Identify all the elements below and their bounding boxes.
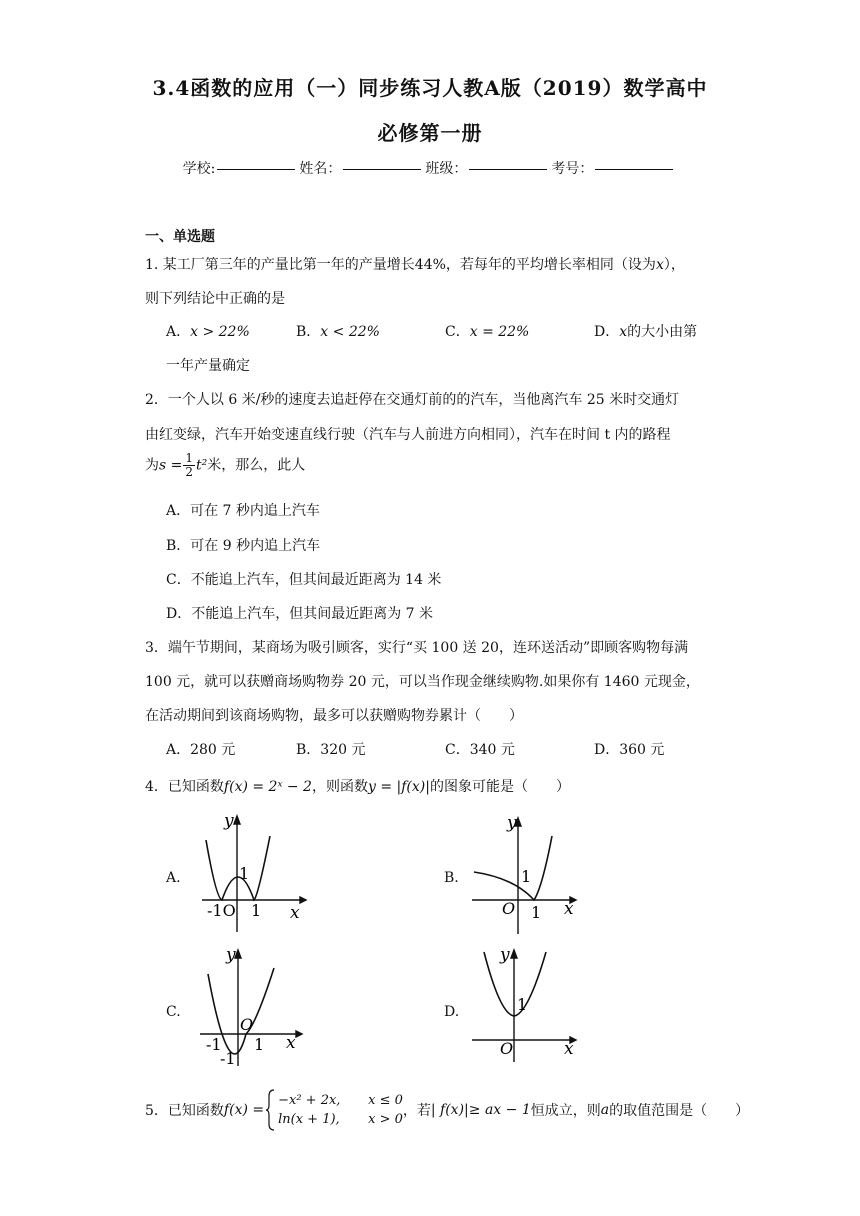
q1-option-d[interactable]: D．x的大小由第 [594, 324, 698, 340]
q2-option-a[interactable]: A．可在 7 秒内追上汽车 [166, 503, 320, 519]
q3-option-c[interactable]: C．340 元 [445, 742, 515, 758]
piecewise-cases: −x² + 2x, x ≤ 0 ln(x + 1), x > 0 [278, 1093, 403, 1127]
graph-a-origin: -1O [207, 901, 236, 920]
q4-stem: 4．已知函数f(x) = 2ˣ − 2，则函数y = |f(x)|的图象可能是（ ） [145, 779, 570, 795]
graph-c-tick-neg1-x: -1 [206, 1035, 222, 1054]
graph-b-x-label: x [564, 899, 574, 919]
q4-option-c-label[interactable]: C. [166, 1004, 181, 1020]
graph-d-origin: O [500, 1039, 514, 1058]
title-line-1: 3.4函数的应用（一）同步练习人教A版（2019）数学高中 [152, 76, 708, 100]
graph-a-tick-1-x: 1 [251, 901, 262, 920]
graph-c-tick-neg1-y: -1 [220, 1049, 236, 1068]
name-blank[interactable] [343, 169, 421, 170]
graph-c[interactable] [196, 944, 316, 1069]
q2-line-1: 2．一个人以 6 米/秒的速度去追赶停在交通灯前的的汽车，当他离汽车 25 米时交通灯 [145, 392, 680, 408]
q2-line-2: 由红变绿，汽车开始变速直线行驶（汽车与人前进方向相同），汽车在时间 t 内的路程 [145, 427, 671, 443]
graph-d[interactable] [470, 944, 590, 1069]
class-label: 班级： [425, 161, 468, 177]
section-heading: 一、单选题 [145, 229, 215, 245]
exam-no-blank[interactable] [595, 169, 673, 170]
school-blank[interactable] [217, 169, 295, 170]
graph-b-tick-1-x: 1 [531, 903, 542, 922]
graph-a-x-label: x [290, 903, 300, 923]
graph-d-y-label: y [500, 945, 510, 965]
q3-line-1: 3．端午节期间，某商场为吸引顾客，实行“买 100 送 20，连环送活动”即顾客购物每满 [145, 640, 689, 656]
graph-c-origin: O [240, 1015, 254, 1034]
graph-a-y-label: y [224, 811, 234, 831]
q3-option-a[interactable]: A．280 元 [166, 742, 236, 758]
q2-option-c[interactable]: C．不能追上汽车，但其间最近距离为 14 米 [166, 572, 442, 588]
exam-no-label: 考号： [551, 161, 594, 177]
graph-b[interactable] [470, 810, 590, 935]
q3-option-d[interactable]: D．360 元 [594, 742, 665, 758]
graph-b-origin: O [502, 899, 516, 918]
class-blank[interactable] [469, 169, 547, 170]
q1-option-d-continued: 一年产量确定 [166, 358, 250, 374]
q5-stem: 5．已知函数 f(x) = −x² + 2x, x ≤ 0 ln(x + 1), x > 0 ，若 | f(x)|≥ ax − 1 恒成立，则 a 的取值范围是（ ） [145, 1088, 749, 1132]
q1-option-a[interactable]: A．x > 22% [166, 324, 250, 340]
q3-option-b[interactable]: B．320 元 [296, 742, 366, 758]
fraction-one-half: $\frac{1}{2}$ [185, 451, 194, 479]
graph-c-x-label: x [286, 1033, 296, 1053]
graph-c-tick-1-x: 1 [254, 1035, 265, 1054]
name-label: 姓名： [299, 161, 342, 177]
q2-option-d[interactable]: D．不能追上汽车，但其间最近距离为 7 米 [166, 606, 434, 622]
q3-line-2: 100 元，就可以获赠商场购物券 20 元，可以当作现金继续购物.如果你有 1460 元现金， [145, 674, 700, 690]
graph-d-x-label: x [564, 1039, 574, 1059]
graph-c-y-label: y [226, 945, 236, 965]
q2-line-3: 为s = $\frac{1}{2}$ t²米，那么，此人 [145, 451, 306, 479]
graph-b-tick-1-y: 1 [521, 867, 532, 886]
school-label: 学校: [182, 161, 216, 177]
graph-a-tick-1-y: 1 [239, 864, 250, 883]
q3-line-3: 在活动期间到该商场购物，最多可以获赠购物券累计（ ） [145, 708, 523, 724]
q4-option-b-label[interactable]: B. [444, 870, 459, 886]
q1-line-1: 1. 某工厂第三年的产量比第一年的产量增长44%，若每年的平均增长率相同（设为x）， [145, 257, 685, 273]
q1-option-b[interactable]: B．x < 22% [296, 324, 380, 340]
q4-option-a-label[interactable]: A. [166, 870, 181, 886]
q1-line-2: 则下列结论中正确的是 [145, 291, 285, 307]
title-line-2: 必修第一册 [377, 121, 483, 145]
q1-option-c[interactable]: C．x = 22% [445, 324, 530, 340]
q2-option-b[interactable]: B．可在 9 秒内追上汽车 [166, 538, 321, 554]
graph-b-y-label: y [507, 813, 517, 833]
q4-option-d-label[interactable]: D. [444, 1004, 460, 1020]
graph-d-tick-1-y: 1 [517, 995, 528, 1014]
graph-a[interactable] [196, 810, 316, 935]
left-brace [266, 1088, 276, 1132]
student-info-row [0, 158, 860, 178]
